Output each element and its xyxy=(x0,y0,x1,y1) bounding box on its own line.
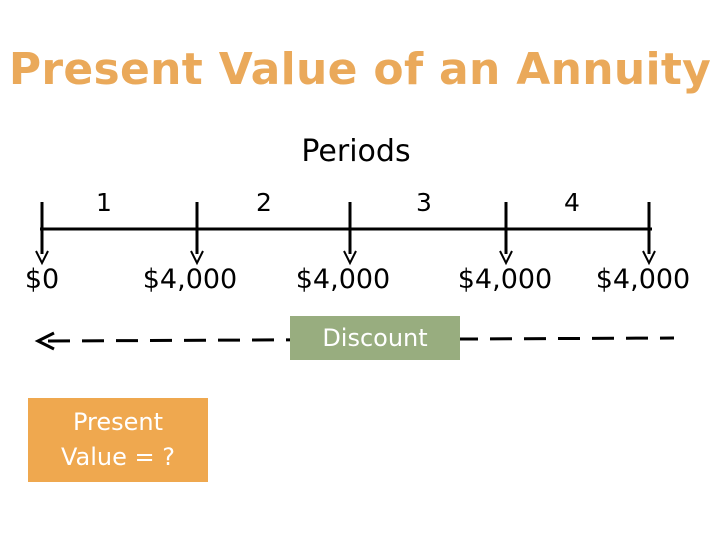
period-number-2: 2 xyxy=(256,188,272,217)
time-point-1 xyxy=(191,202,203,263)
present-value-line-2: Value = ? xyxy=(60,443,175,471)
present-value-box xyxy=(28,398,208,482)
present-value-line-1: Present xyxy=(72,408,164,437)
time-point-3 xyxy=(500,202,512,263)
slide-title: Present Value of an Annuity xyxy=(8,44,712,95)
period-number-1: 1 xyxy=(96,188,112,217)
cash-flow-1: $4,000 xyxy=(142,264,238,295)
cash-flow-0: $0 xyxy=(24,264,60,295)
cash-flow-3: $4,000 xyxy=(457,264,553,295)
time-point-4 xyxy=(643,202,655,263)
cash-flow-4: $4,000 xyxy=(595,264,691,295)
time-point-2 xyxy=(344,202,356,263)
period-number-4: 4 xyxy=(564,188,580,217)
cash-flow-2: $4,000 xyxy=(295,264,391,295)
period-number-3: 3 xyxy=(416,188,432,217)
discount-label-box xyxy=(290,316,460,360)
periods-label: Periods xyxy=(301,134,411,169)
discount-label: Discount xyxy=(322,324,428,352)
time-point-0 xyxy=(36,202,48,263)
